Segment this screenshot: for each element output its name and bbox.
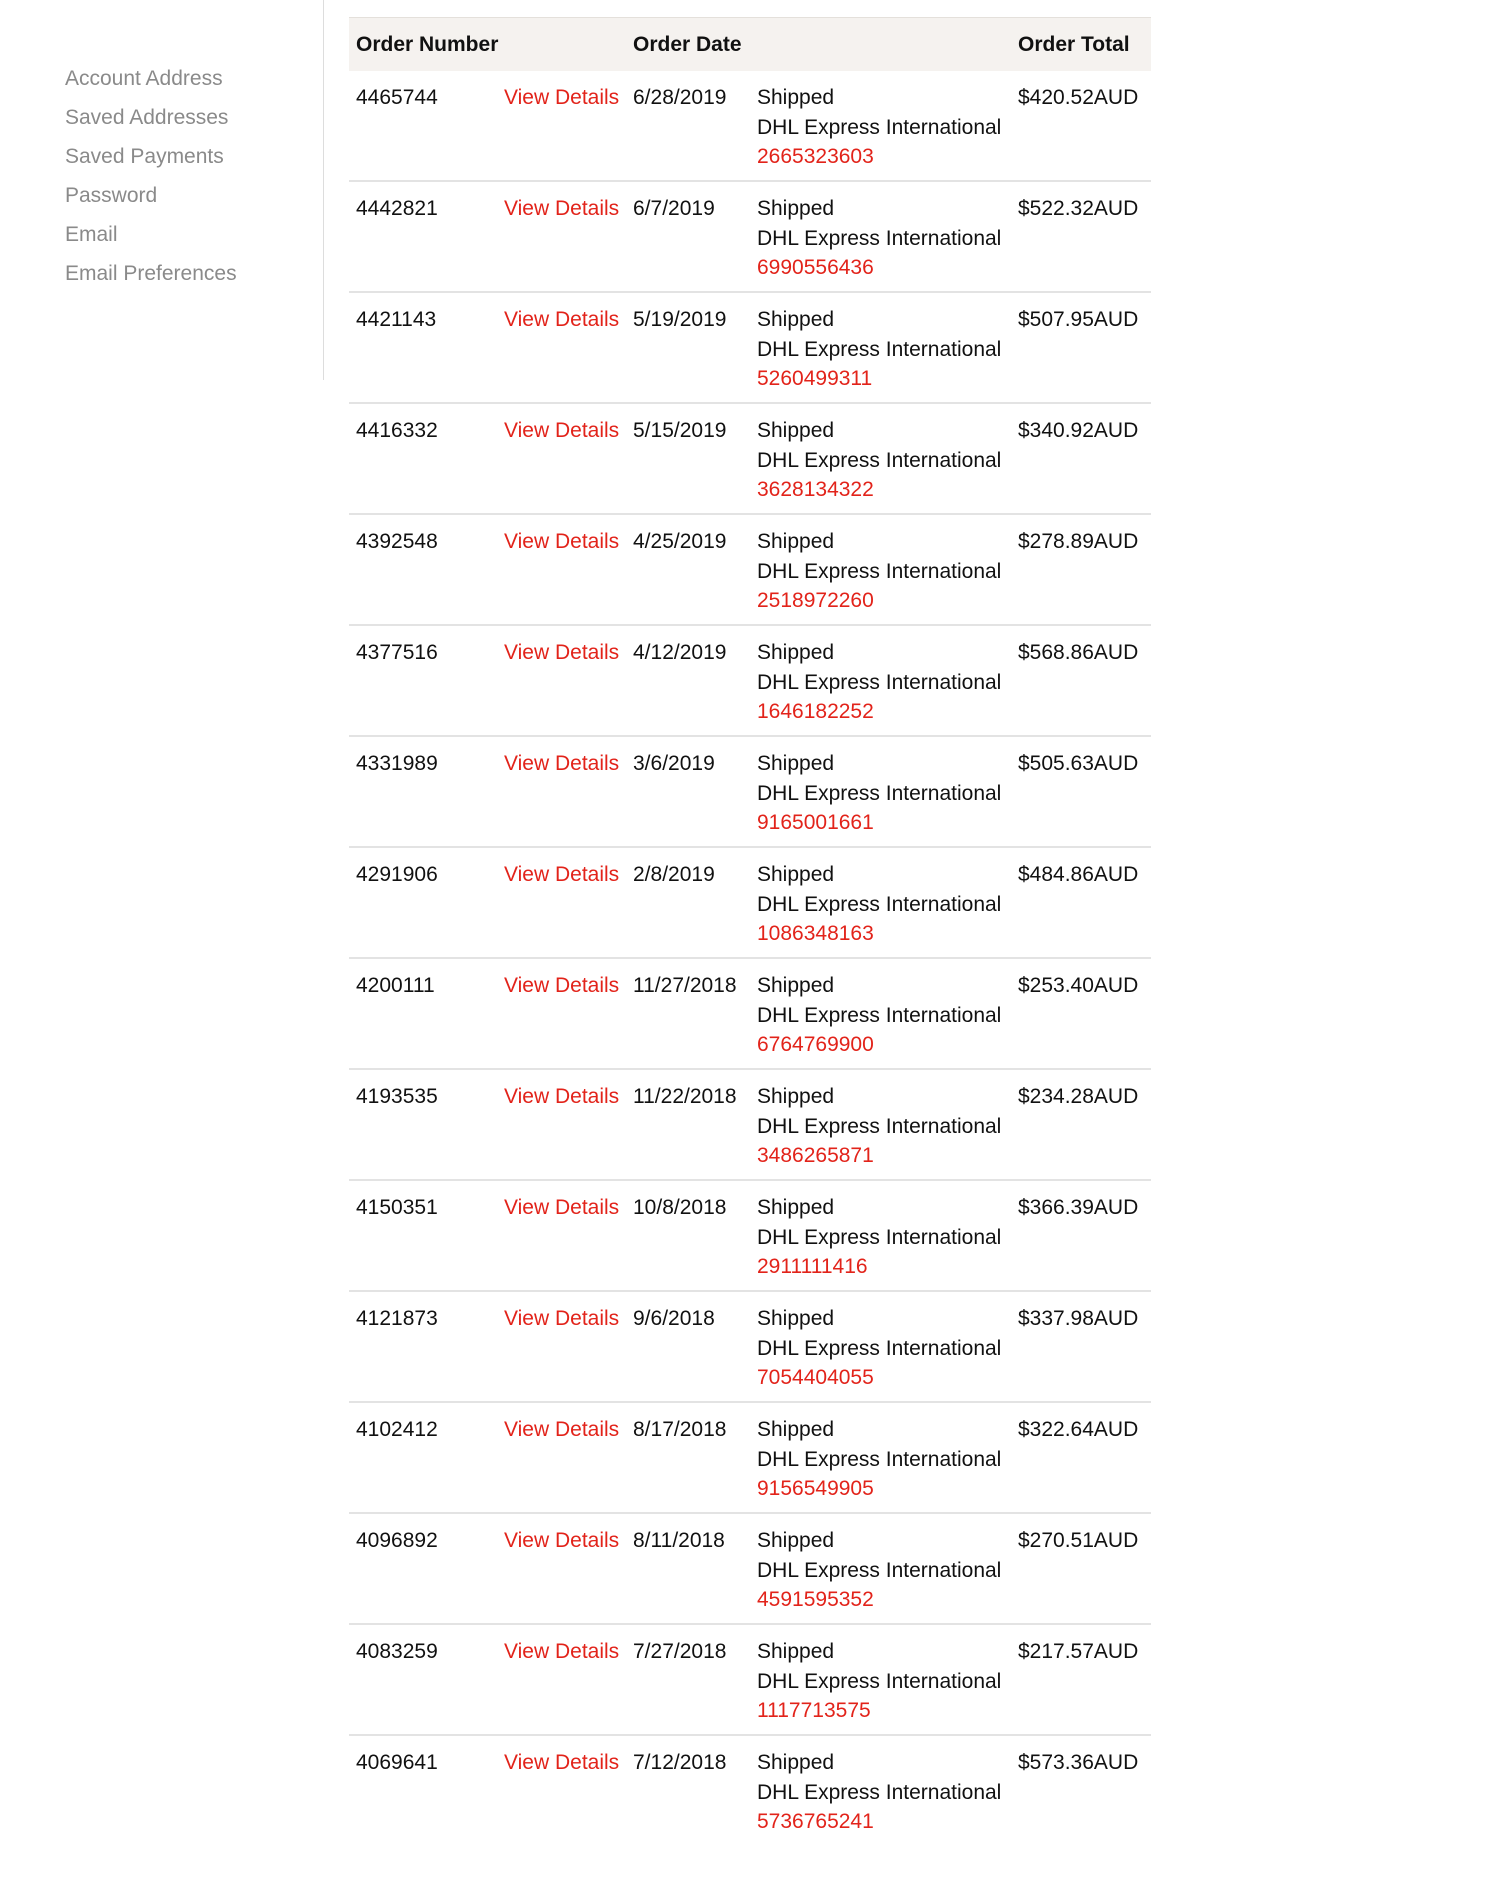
shipment-status — [757, 305, 1018, 402]
status-text: Shipped — [757, 197, 835, 220]
status-text: Shipped — [757, 1418, 835, 1441]
order-total: $505.63AUD — [1018, 752, 1139, 775]
order-total: $484.86AUD — [1018, 863, 1139, 886]
order-total: $337.98AUD — [1018, 1307, 1139, 1330]
tracking-number-link[interactable]: 6990556436 — [757, 256, 874, 279]
table-row — [349, 1736, 1151, 1847]
view-details-link[interactable]: View Details — [504, 974, 620, 997]
tracking-number-link[interactable]: 9165001661 — [757, 811, 874, 834]
shipment-status — [757, 527, 1018, 624]
view-details-link[interactable]: View Details — [504, 419, 620, 442]
header-order-date: Order Date — [633, 32, 742, 56]
shipment-status — [757, 1526, 1018, 1623]
table-row — [349, 515, 1151, 626]
order-number: 4392548 — [356, 530, 438, 553]
order-date: 11/27/2018 — [633, 974, 737, 997]
status-text: Shipped — [757, 530, 835, 553]
shipment-status — [757, 1304, 1018, 1401]
order-total: $234.28AUD — [1018, 1085, 1139, 1108]
shipment-status — [757, 1637, 1018, 1734]
tracking-number-link[interactable]: 4591595352 — [757, 1588, 874, 1611]
shipment-status — [757, 194, 1018, 291]
shipment-status — [757, 1193, 1018, 1290]
tracking-number-link[interactable]: 7054404055 — [757, 1366, 874, 1389]
status-text: Shipped — [757, 752, 835, 775]
order-date: 8/17/2018 — [633, 1418, 727, 1441]
carrier-name: DHL Express International — [757, 892, 1002, 916]
view-details-link[interactable]: View Details — [504, 197, 620, 220]
tracking-number-link[interactable]: 3628134322 — [757, 478, 874, 501]
tracking-number-link[interactable]: 1086348163 — [757, 922, 874, 945]
view-details-link[interactable]: View Details — [504, 308, 620, 331]
order-date: 8/11/2018 — [633, 1529, 725, 1552]
order-total: $270.51AUD — [1018, 1529, 1139, 1552]
view-details-link[interactable]: View Details — [504, 1640, 620, 1663]
order-date: 6/7/2019 — [633, 197, 715, 220]
view-details-link[interactable]: View Details — [504, 86, 620, 109]
order-date: 11/22/2018 — [633, 1085, 737, 1108]
table-row — [349, 404, 1151, 515]
order-total: $340.92AUD — [1018, 419, 1139, 442]
view-details-link[interactable]: View Details — [504, 1751, 620, 1774]
order-total: $217.57AUD — [1018, 1640, 1139, 1663]
view-details-link[interactable]: View Details — [504, 1085, 620, 1108]
order-number: 4465744 — [356, 86, 438, 109]
shipment-status — [757, 416, 1018, 513]
order-number: 4377516 — [356, 641, 438, 664]
status-text: Shipped — [757, 1085, 835, 1108]
status-text: Shipped — [757, 86, 835, 109]
order-date: 2/8/2019 — [633, 863, 715, 886]
order-total: $507.95AUD — [1018, 308, 1139, 331]
shipment-status — [757, 971, 1018, 1068]
table-row — [349, 1403, 1151, 1514]
tracking-number-link[interactable]: 1117713575 — [757, 1699, 871, 1722]
shipment-status — [757, 638, 1018, 735]
order-number: 4083259 — [356, 1640, 438, 1663]
shipment-status — [757, 860, 1018, 957]
status-text: Shipped — [757, 1640, 835, 1663]
view-details-link[interactable]: View Details — [504, 1418, 620, 1441]
order-number: 4442821 — [356, 197, 438, 220]
table-row — [349, 1514, 1151, 1625]
order-date: 4/12/2019 — [633, 641, 727, 664]
shipment-status — [757, 1082, 1018, 1179]
table-row — [349, 737, 1151, 848]
tracking-number-link[interactable]: 9156549905 — [757, 1477, 874, 1500]
carrier-name: DHL Express International — [757, 448, 1002, 472]
view-details-link[interactable]: View Details — [504, 863, 620, 886]
order-number: 4291906 — [356, 863, 438, 886]
table-row — [349, 1292, 1151, 1403]
order-date: 5/15/2019 — [633, 419, 727, 442]
sidebar-item-account-address[interactable]: Account Address — [65, 67, 223, 90]
order-date: 4/25/2019 — [633, 530, 727, 553]
carrier-name: DHL Express International — [757, 1114, 1002, 1138]
status-text: Shipped — [757, 974, 835, 997]
order-total: $522.32AUD — [1018, 197, 1139, 220]
order-total: $420.52AUD — [1018, 86, 1139, 109]
carrier-name: DHL Express International — [757, 1336, 1002, 1360]
carrier-name: DHL Express International — [757, 559, 1002, 583]
status-text: Shipped — [757, 308, 835, 331]
carrier-name: DHL Express International — [757, 1003, 1002, 1027]
carrier-name: DHL Express International — [757, 226, 1002, 250]
table-row — [349, 71, 1151, 182]
orders-table-header — [349, 18, 1151, 71]
carrier-name: DHL Express International — [757, 1447, 1002, 1471]
order-total: $322.64AUD — [1018, 1418, 1139, 1441]
order-total: $253.40AUD — [1018, 974, 1139, 997]
view-details-link[interactable]: View Details — [504, 1307, 620, 1330]
carrier-name: DHL Express International — [757, 1225, 1002, 1249]
table-row — [349, 1070, 1151, 1181]
tracking-number-link[interactable]: 5736765241 — [757, 1810, 874, 1833]
sidebar-item-saved-addresses[interactable]: Saved Addresses — [65, 106, 229, 129]
order-number: 4102412 — [356, 1418, 438, 1441]
carrier-name: DHL Express International — [757, 670, 1002, 694]
order-number: 4069641 — [356, 1751, 438, 1774]
orders-table — [349, 17, 1151, 1847]
table-row — [349, 959, 1151, 1070]
view-details-link[interactable]: View Details — [504, 1196, 620, 1219]
shipment-status — [757, 1415, 1018, 1512]
carrier-name: DHL Express International — [757, 1669, 1002, 1693]
header-order-total: Order Total — [1018, 32, 1130, 56]
tracking-number-link[interactable]: 6764769900 — [757, 1033, 874, 1056]
order-number: 4121873 — [356, 1307, 438, 1330]
tracking-number-link[interactable]: 2518972260 — [757, 589, 874, 612]
order-total: $278.89AUD — [1018, 530, 1139, 553]
carrier-name: DHL Express International — [757, 1558, 1002, 1582]
shipment-status — [757, 83, 1018, 180]
order-date: 3/6/2019 — [633, 752, 715, 775]
status-text: Shipped — [757, 1751, 835, 1774]
status-text: Shipped — [757, 1529, 835, 1552]
table-row — [349, 182, 1151, 293]
account-nav-list — [65, 59, 237, 293]
view-details-link[interactable]: View Details — [504, 1529, 620, 1552]
sidebar-item-email-preferences[interactable]: Email Preferences — [65, 262, 237, 285]
order-date: 7/12/2018 — [633, 1751, 727, 1774]
order-number: 4096892 — [356, 1529, 438, 1552]
order-number: 4200111 — [356, 974, 435, 997]
table-row — [349, 293, 1151, 404]
order-date: 10/8/2018 — [633, 1196, 727, 1219]
table-row — [349, 1625, 1151, 1736]
order-number: 4193535 — [356, 1085, 438, 1108]
order-total: $568.86AUD — [1018, 641, 1139, 664]
view-details-link[interactable]: View Details — [504, 641, 620, 664]
status-text: Shipped — [757, 419, 835, 442]
order-number: 4416332 — [356, 419, 438, 442]
status-text: Shipped — [757, 863, 835, 886]
header-order-number: Order Number — [356, 32, 499, 56]
sidebar-item-email[interactable]: Email — [65, 223, 118, 246]
tracking-number-link[interactable]: 3486265871 — [757, 1144, 874, 1167]
carrier-name: DHL Express International — [757, 115, 1002, 139]
order-date: 6/28/2019 — [633, 86, 727, 109]
table-row — [349, 848, 1151, 959]
account-sidebar — [0, 0, 324, 380]
order-number: 4150351 — [356, 1196, 438, 1219]
tracking-number-link[interactable]: 5260499311 — [757, 367, 873, 390]
view-details-link[interactable]: View Details — [504, 530, 620, 553]
carrier-name: DHL Express International — [757, 337, 1002, 361]
sidebar-item-password[interactable]: Password — [65, 184, 158, 207]
tracking-number-link[interactable]: 2665323603 — [757, 145, 874, 168]
table-row — [349, 1181, 1151, 1292]
orders-table-body — [349, 71, 1151, 1847]
carrier-name: DHL Express International — [757, 1780, 1002, 1804]
carrier-name: DHL Express International — [757, 781, 1002, 805]
shipment-status — [757, 1748, 1018, 1847]
status-text: Shipped — [757, 1196, 835, 1219]
sidebar-item-saved-payments[interactable]: Saved Payments — [65, 145, 224, 168]
table-row — [349, 626, 1151, 737]
order-total: $573.36AUD — [1018, 1751, 1139, 1774]
order-date: 9/6/2018 — [633, 1307, 715, 1330]
tracking-number-link[interactable]: 1646182252 — [757, 700, 874, 723]
order-date: 7/27/2018 — [633, 1640, 727, 1663]
status-text: Shipped — [757, 641, 835, 664]
shipment-status — [757, 749, 1018, 846]
status-text: Shipped — [757, 1307, 835, 1330]
order-total: $366.39AUD — [1018, 1196, 1139, 1219]
order-number: 4331989 — [356, 752, 438, 775]
order-date: 5/19/2019 — [633, 308, 727, 331]
view-details-link[interactable]: View Details — [504, 752, 620, 775]
order-number: 4421143 — [356, 308, 437, 331]
tracking-number-link[interactable]: 2911111416 — [757, 1255, 868, 1278]
